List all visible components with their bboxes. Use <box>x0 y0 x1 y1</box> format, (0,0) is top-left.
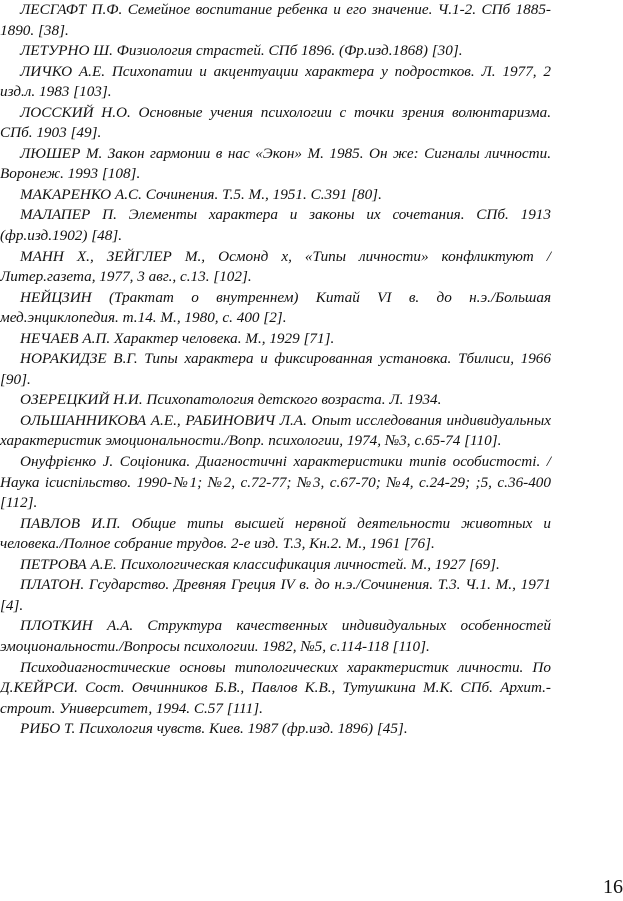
bibliography-entry: ПЛАТОН. Гсударство. Древняя Греция IV в. до н.э./Сочинения. Т.3. Ч.1. М., 1971 [4]. <box>0 576 551 614</box>
bibliography-entry: ПАВЛОВ И.П. Общие типы высшей нервной деятельности животных и человека./Полное собрание трудов. 2-е изд. Т.3, Кн.2. М., 1961 [76]. <box>0 514 551 553</box>
bibliography-entry: Онуфрієнко J. Соціоника. Диагностичні характеристики типів особистості. /Наука ісиспільство. 1990-№1; №2, с.72-77; №3, с.67-70; №4, с.24-29; ;5, с.36-400 [112]. <box>0 453 551 512</box>
bibliography-entry: ПЕТРОВА А.Е. Психологическая классификация личностей. М., 1927 [69]. <box>20 555 500 573</box>
bibliography-entry: ПЛОТКИН А.А. Структура качественных индивидуальных особенностей эмоциональности./Вопросы психологии. 1982, №5, с.114-118 [110]. <box>0 617 551 655</box>
bibliography-entry: ОЛЬШАННИКОВА А.Е., РАБИНОВИЧ Л.А. Опыт исследования индивидуальных характеристик эмоциональности./Вопр. психологии, 1974, №3, с.65-74 [110]. <box>0 411 551 450</box>
bibliography-entry: Психодиагностические основы типологических характеристик личности. По Д.КЕЙРСИ. Сост. Овчинников Б.В., Павлов К.В., Тутушкина М.К. СПб. Архит.-строит. Университет, 1994. С.57 [111]. <box>0 658 551 717</box>
bibliography-entry: НЕЧАЕВ А.П. Характер человека. М., 1929 [71]. <box>20 329 335 347</box>
bibliography-entry: МАЛАПЕР П. Элементы характера и законы их сочетания. СПб. 1913 (фр.изд.1902) [48]. <box>0 206 551 245</box>
bibliography-entry: НЕЙЦЗИН (Трактат о внутреннем) Китай VI в. до н.э./Большая мед.энциклопедия. т.14. М., 1980, с. 400 [2]. <box>0 288 551 327</box>
page-number: 16 <box>603 876 623 898</box>
bibliography-entry: НОРАКИДЗЕ В.Г. Типы характера и фиксированная установка. Тбилиси, 1966 [90]. <box>0 350 551 388</box>
bibliography-entry: ЛЮШЕР М. Закон гармонии в нас «Экон» М. 1985. Он же: Сигналы личности. Воронеж. 1993 [108]. <box>0 144 551 183</box>
bibliography-entry: МАКАРЕНКО А.С. Сочинения. Т.5. М., 1951. С.391 [80]. <box>20 185 382 203</box>
bibliography-entry: РИБО Т. Психология чувств. Киев. 1987 (фр.изд. 1896) [45]. <box>20 720 408 738</box>
bibliography-entry: ЛЕТУРНО Ш. Физиология страстей. СПб 1896. (Фр.изд.1868) [30]. <box>20 42 463 60</box>
bibliography-entry: ОЗЕРЕЦКИЙ Н.И. Психопатология детского возраста. Л. 1934. <box>20 391 442 409</box>
bibliography-entry: ЛЕСГАФТ П.Ф. Семейное воспитание ребенка и его значение. Ч.1-2. СПб 1885-1890. [38]. <box>0 1 551 39</box>
bibliography-entry: ЛИЧКО А.Е. Психопатии и акцентуации характера у подростков. Л. 1977, 2 изд.л. 1983 [103]. <box>0 62 551 101</box>
bibliography-entry: ЛОССКИЙ Н.О. Основные учения психологии с точки зрения волюнтаризма. СПб. 1903 [49]. <box>0 103 551 142</box>
bibliography-entry: МАНН Х., ЗЕЙГЛЕР М., Осмонд х, «Типы личности» конфликтуют / Литер.газета, 1977, 3 авг., с.13. [102]. <box>0 247 551 286</box>
